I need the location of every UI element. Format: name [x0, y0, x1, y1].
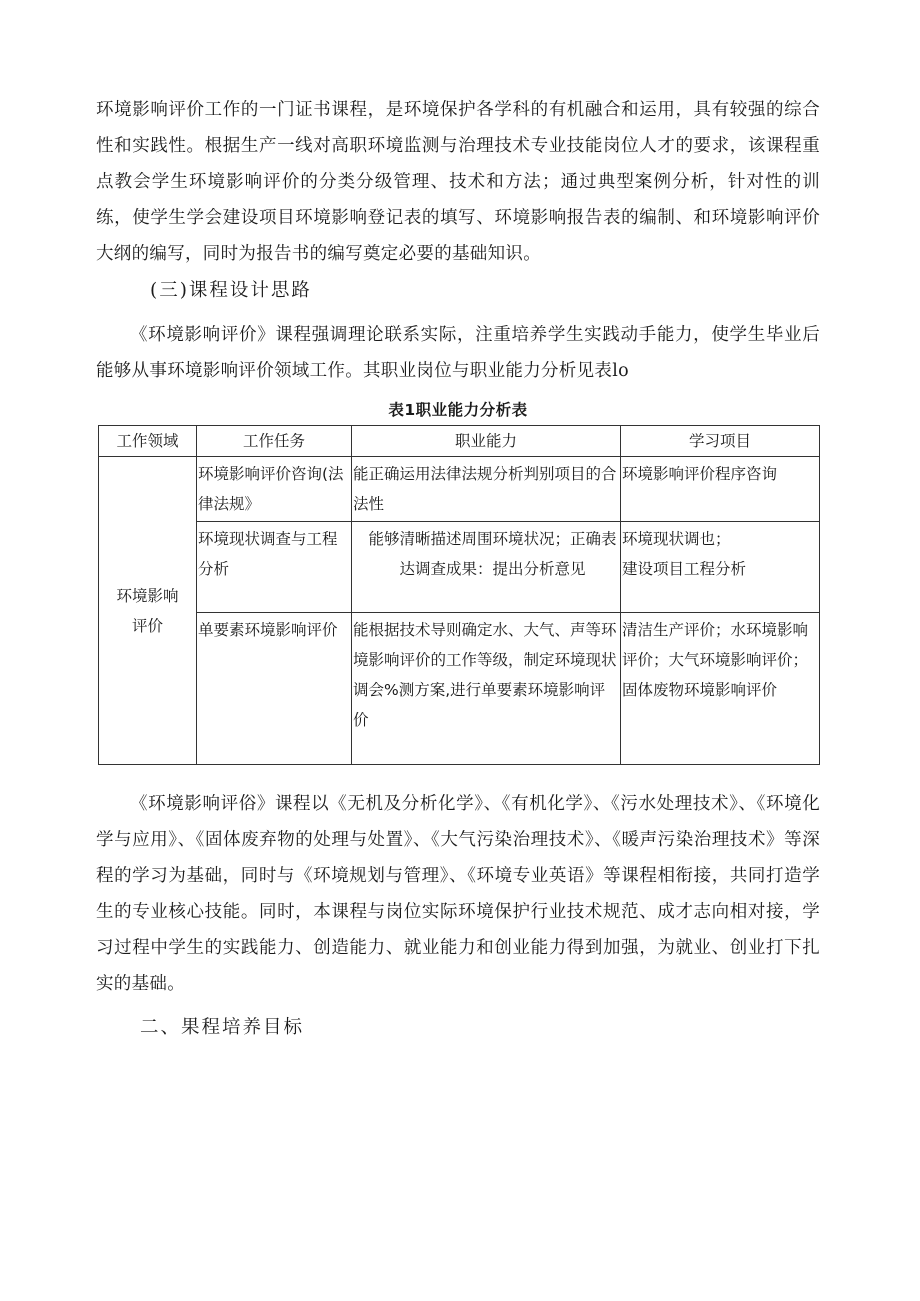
- section-2-heading: 二、果程培养目标: [140, 1017, 305, 1038]
- project-cell: 环境影响评价程序咨询: [621, 457, 820, 522]
- table-row: [99, 522, 820, 613]
- header-domain: 工作领域: [99, 426, 197, 457]
- table-header-row: [99, 426, 820, 457]
- header-project: 学习项目: [621, 426, 820, 457]
- header-task: 工作任务: [197, 426, 352, 457]
- project-cell: 清洁生产评价；水环境影响评价；大气环境影响评价；固体废物环境影响评价: [621, 613, 820, 765]
- header-ability: 职业能力: [352, 426, 621, 457]
- project-line: 环境现状调也；: [622, 530, 731, 548]
- task-cell: 环境现状调查与工程分析: [197, 522, 352, 613]
- design-paragraph: 《环境影响评价》课程强调理论联系实际，注重培养学生实践动手能力，使学生毕业后能够从事环境影响评价领域工作。其职业岗位与职业能力分析见表lo: [96, 325, 820, 381]
- task-cell: 环境影响评价咨询(法律法规》: [197, 457, 352, 522]
- section-3-heading: (三)课程设计思路: [150, 280, 312, 301]
- task-cell: 单要素环境影响评价: [197, 613, 352, 765]
- project-cell: [621, 522, 820, 613]
- ability-cell: 能够清晰描述周围环境状况；正确表达调查成果：提出分析意见: [352, 522, 621, 613]
- table-row: [99, 613, 820, 765]
- relation-paragraph: 《环境影响评俗》课程以《无机及分析化学》、《有机化学》、《污水处理技术》、《环境化学与应用》、《固体废弃物的处理与处置》、《大气污染治理技术》、《暖声污染治理技术》等深程的学习为基础，同时与《环境规划与管理》、《环境专业英语》等课程相衔接，共同打造学生的专业核心技能。同时，本课程与岗位实际环境保护行业技术规范、成才志向相对接，学习过程中学生的实践能力、创造能力、就业能力和创业能力得到加强，为就业、创业打下扎实的基础。: [96, 794, 820, 994]
- project-line: 建设项目工程分析: [622, 560, 747, 578]
- table-caption: 表1职业能力分析表: [388, 401, 528, 419]
- ability-table: [98, 425, 820, 765]
- intro-paragraph: 环境影响评价工作的一门证书课程，是环境保护各学科的有机融合和运用，具有较强的综合性和实践性。根据生产一线对高职环境监测与治理技术专业技能岗位人才的要求，该课程重点教会学生环境影响评价的分类分级管理、技术和方法；通过典型案例分析，针对性的训练，使学生学会建设项目环境影响登记表的填写、环境影响报告表的编制、和环境影响评价大纲的编写，同时为报告书的编写奠定必要的基础知识。: [96, 100, 820, 264]
- domain-cell: 环境影响评价: [99, 457, 197, 765]
- ability-cell: 能正确运用法律法规分析判别项目的合法性: [352, 457, 621, 522]
- ability-cell: 能根据技术导则确定水、大气、声等环境影响评价的工作等级，制定环境现状调会%测方案,进行单要素环境影响评价: [352, 613, 621, 765]
- table-row: [99, 457, 820, 522]
